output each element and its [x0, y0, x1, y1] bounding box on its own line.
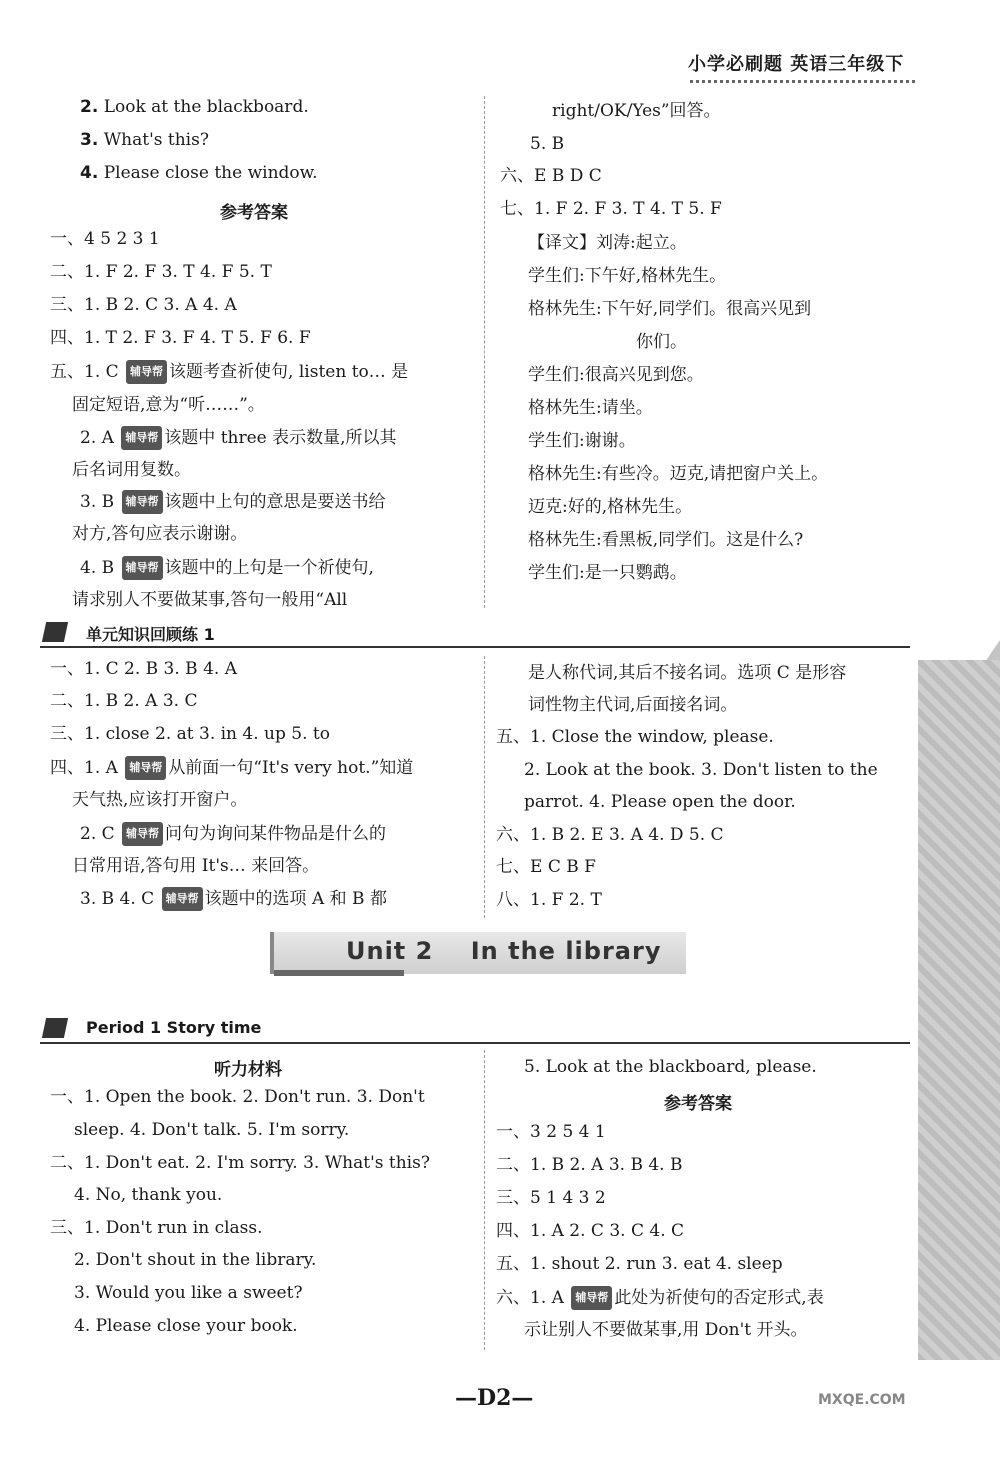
- list-item: 4. Please close the window.: [80, 163, 318, 183]
- translation-line: 迈克:好的,格林先生。: [528, 497, 693, 517]
- section-header-review: 单元知识回顾练 1: [40, 620, 910, 648]
- side-decoration: [918, 660, 1000, 1360]
- answer-line: 七、E C B F: [496, 857, 596, 877]
- answer-note: 对方,答句应表示谢谢。: [72, 524, 248, 544]
- listening-line: 5. Look at the blackboard, please.: [524, 1057, 817, 1077]
- tutor-badge: 辅导帮: [121, 426, 162, 450]
- translation-line: 学生们:谢谢。: [528, 431, 636, 451]
- translation-line: 学生们:下午好,格林先生。: [528, 266, 727, 286]
- translation-line: 你们。: [636, 332, 687, 352]
- answers-heading: 参考答案: [664, 1094, 732, 1114]
- column-divider-period: [484, 1050, 485, 1350]
- answer-line: 2. A 辅导帮 该题中 three 表示数量,所以其: [80, 428, 397, 448]
- answer-note: 后名词用复数。: [72, 460, 191, 480]
- list-item: 3. What's this?: [80, 130, 209, 150]
- answer-line: 八、1. F 2. T: [496, 890, 602, 910]
- answer-line: 一、3 2 5 4 1: [496, 1122, 606, 1142]
- unit-title-banner: [270, 932, 686, 974]
- answer-line: 四、1. A 2. C 3. C 4. C: [496, 1221, 685, 1241]
- translation-line: 格林先生:请坐。: [528, 398, 653, 418]
- translation-line: 【译文】刘涛:起立。: [528, 233, 687, 253]
- answer-line: 四、1. A 辅导帮 从前面一句“It's very hot.”知道: [50, 758, 414, 778]
- tutor-badge: 辅导帮: [122, 822, 163, 846]
- answer-line: 四、1. T 2. F 3. F 4. T 5. F 6. F: [50, 328, 311, 348]
- answer-line: parrot. 4. Please open the door.: [524, 792, 796, 812]
- answer-note: 词性物主代词,后面接名词。: [528, 695, 738, 715]
- listening-line: 2. Don't shout in the library.: [74, 1250, 317, 1270]
- answers-heading: 参考答案: [220, 203, 288, 223]
- answer-line: 六、1. A 辅导帮 此处为祈使句的否定形式,表: [496, 1288, 824, 1308]
- translation-line: 学生们:很高兴见到您。: [528, 365, 704, 385]
- tutor-badge: 辅导帮: [122, 490, 163, 514]
- section-marker-icon: [42, 1018, 68, 1038]
- translation-line: 学生们:是一只鹦鹉。: [528, 563, 687, 583]
- answer-note: 是人称代词,其后不接名词。选项 C 是形容: [528, 663, 847, 683]
- tutor-badge: 辅导帮: [571, 1286, 612, 1310]
- listening-line: sleep. 4. Don't talk. 5. I'm sorry.: [74, 1120, 350, 1140]
- answer-line: 五、1. shout 2. run 3. eat 4. sleep: [496, 1254, 783, 1274]
- translation-line: 格林先生:有些冷。迈克,请把窗户关上。: [528, 464, 829, 484]
- listening-line: 一、1. Open the book. 2. Don't run. 3. Don't: [50, 1087, 425, 1107]
- tutor-badge: 辅导帮: [126, 360, 167, 384]
- section-header-period: Period 1 Story time: [40, 1016, 910, 1044]
- tutor-badge: 辅导帮: [125, 756, 166, 780]
- answer-note: right/OK/Yes”回答。: [552, 101, 721, 121]
- answer-line: 三、1. close 2. at 3. in 4. up 5. to: [50, 724, 330, 744]
- column-divider-top: [484, 96, 485, 608]
- answer-line: 2. Look at the book. 3. Don't listen to the: [524, 760, 878, 780]
- answer-line: 六、E B D C: [500, 166, 602, 186]
- listening-line: 二、1. Don't eat. 2. I'm sorry. 3. What's this?: [50, 1153, 430, 1173]
- answer-line: 五、1. Close the window, please.: [496, 727, 774, 747]
- translation-line: 格林先生:下午好,同学们。很高兴见到: [528, 299, 812, 319]
- answer-line: 三、1. B 2. C 3. A 4. A: [50, 295, 237, 315]
- answer-line: 3. B 4. C 辅导帮 该题中的选项 A 和 B 都: [80, 889, 387, 909]
- answer-line: 2. C 辅导帮 问句为询问某件物品是什么的: [80, 824, 387, 844]
- answer-note: 示让别人不要做某事,用 Don't 开头。: [524, 1320, 808, 1340]
- answer-line: 三、5 1 4 3 2: [496, 1188, 606, 1208]
- answer-line: 5. B: [530, 134, 565, 154]
- answer-line: 二、1. B 2. A 3. B 4. B: [496, 1155, 683, 1175]
- unit-title: Unit 2 In the library: [346, 937, 662, 965]
- listening-line: 4. No, thank you.: [74, 1185, 223, 1205]
- answer-line: 七、1. F 2. F 3. T 4. T 5. F: [500, 199, 722, 219]
- answer-line: 4. B 辅导帮 该题中的上句是一个祈使句,: [80, 558, 374, 578]
- answer-note: 固定短语,意为“听……”。: [72, 395, 265, 415]
- answer-note: 日常用语,答句用 It's… 来回答。: [72, 856, 320, 876]
- section-marker-icon: [42, 622, 68, 642]
- answer-line: 六、1. B 2. E 3. A 4. D 5. C: [496, 825, 724, 845]
- tutor-badge: 辅导帮: [162, 887, 203, 911]
- banner-underline: [274, 970, 404, 976]
- page-number: —D2—: [455, 1385, 534, 1411]
- answer-line: 一、1. C 2. B 3. B 4. A: [50, 659, 237, 679]
- answer-line: 二、1. F 2. F 3. T 4. F 5. T: [50, 262, 272, 282]
- listening-line: 3. Would you like a sweet?: [74, 1283, 303, 1303]
- answer-note: 天气热,应该打开窗户。: [72, 790, 248, 810]
- header-title: 小学必刷题 英语三年级下: [688, 54, 905, 75]
- listening-line: 三、1. Don't run in class.: [50, 1218, 263, 1238]
- listening-heading: 听力材料: [214, 1060, 282, 1080]
- list-item: 2. Look at the blackboard.: [80, 97, 309, 117]
- watermark: MXQE.COM: [818, 1392, 906, 1408]
- tutor-badge: 辅导帮: [122, 556, 163, 580]
- listening-line: 4. Please close your book.: [74, 1316, 298, 1336]
- answer-line: 一、4 5 2 3 1: [50, 229, 160, 249]
- answer-line: 二、1. B 2. A 3. C: [50, 691, 198, 711]
- header-divider: [690, 80, 915, 83]
- answer-line: 五、1. C 辅导帮 该题考查祈使句, listen to… 是: [50, 362, 409, 382]
- answer-line: 3. B 辅导帮 该题中上句的意思是要送书给: [80, 492, 386, 512]
- translation-line: 格林先生:看黑板,同学们。这是什么?: [528, 530, 804, 550]
- answer-note: 请求别人不要做某事,答句一般用“All: [72, 590, 348, 610]
- column-divider-review: [484, 656, 485, 918]
